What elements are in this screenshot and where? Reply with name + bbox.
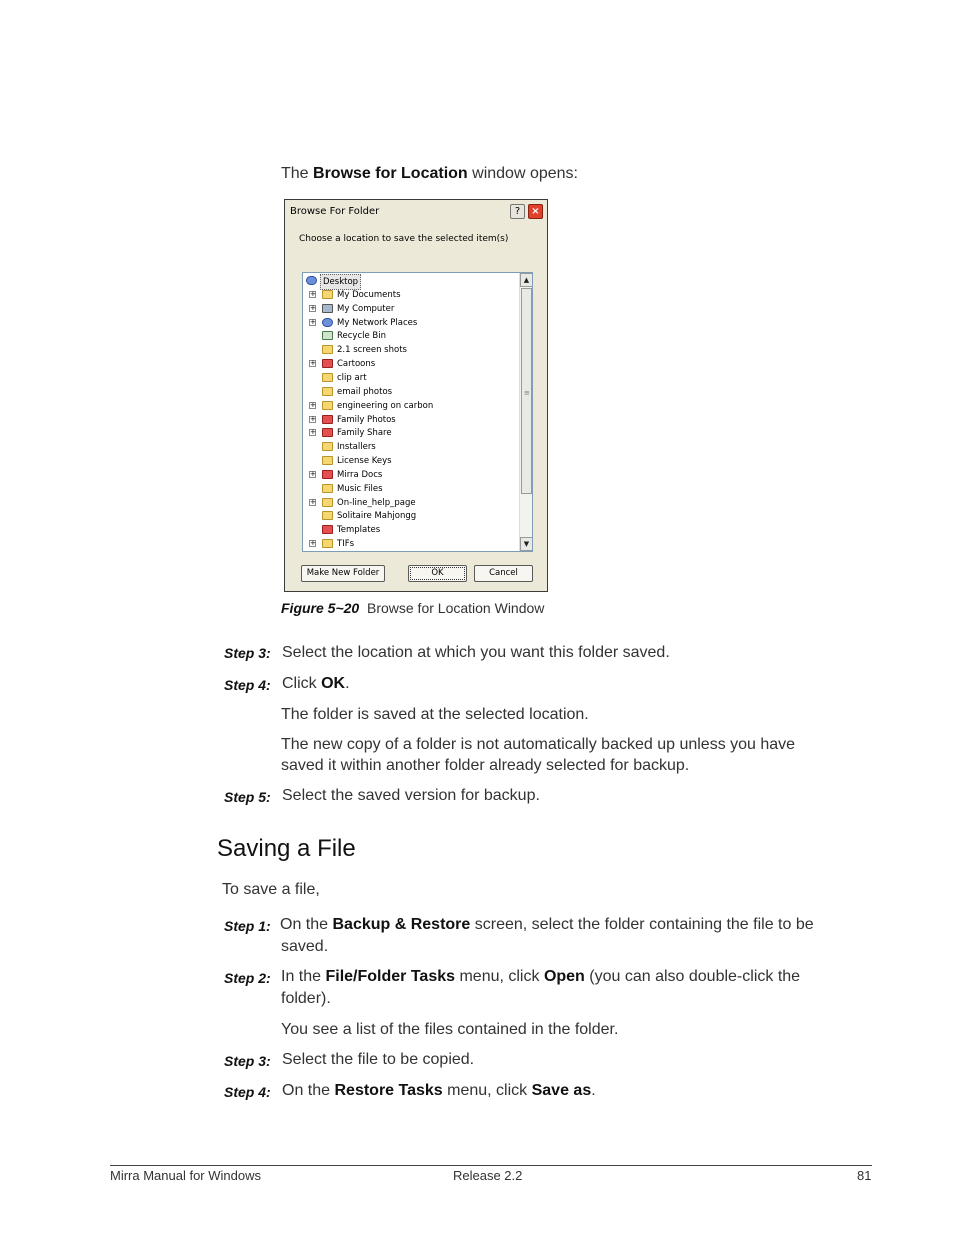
tree-item[interactable] — [303, 385, 517, 399]
figure-text: Browse for Location Window — [366, 600, 545, 616]
tree-item[interactable] — [303, 440, 517, 454]
step-pre: In the — [281, 968, 326, 985]
footer-left: Mirra Manual for Windows — [110, 1168, 261, 1183]
tree-item-label: On-line_help_page — [337, 497, 416, 508]
step-mid: menu, click — [455, 968, 544, 985]
tree-item-label: Family Share — [337, 428, 392, 439]
shared-folder-icon — [322, 359, 333, 368]
make-new-folder-button[interactable]: Make New Folder — [301, 565, 385, 582]
step-post: . — [345, 675, 350, 692]
step-pre: Click — [282, 675, 322, 692]
step-label: Step 3: — [224, 645, 271, 661]
shared-folder-icon — [322, 470, 333, 479]
shared-folder-icon — [322, 428, 333, 437]
tree-item-label: Solitaire Mahjongg — [337, 511, 417, 522]
step-bold: OK — [321, 675, 346, 692]
intro-post: window opens: — [467, 165, 578, 182]
scroll-thumb[interactable] — [521, 288, 532, 494]
folder-icon — [322, 484, 333, 493]
tree-item-label: email photos — [337, 386, 393, 397]
tree-item-label: My Network Places — [337, 317, 418, 328]
tree-item-label: Music Files — [337, 483, 383, 494]
expand-icon[interactable]: + — [310, 414, 316, 423]
expand-icon[interactable]: + — [310, 289, 316, 298]
step-label: Step 4: — [224, 677, 271, 693]
tree-item[interactable] — [303, 343, 517, 357]
tree-item-label: engineering on carbon — [337, 400, 434, 411]
computer-icon — [322, 304, 333, 313]
folder-icon — [322, 498, 333, 507]
cancel-button[interactable]: Cancel — [474, 565, 533, 582]
step-continuation: saved. — [281, 938, 329, 955]
folder-icon — [322, 345, 333, 354]
step-continuation: folder). — [281, 990, 331, 1007]
step-pre: On the — [280, 916, 333, 933]
expand-icon[interactable]: + — [310, 497, 316, 506]
step-post: . — [591, 1082, 596, 1099]
step-text — [282, 673, 350, 694]
tree-item[interactable] — [303, 288, 517, 302]
tree-item[interactable] — [303, 537, 517, 551]
figure-number: Figure 5~20 — [281, 600, 360, 616]
expand-icon[interactable]: + — [310, 359, 316, 368]
step-text: Select the file to be copied. — [282, 1051, 475, 1068]
tree-scrollbar[interactable] — [519, 273, 533, 551]
expand-icon[interactable]: + — [310, 539, 316, 548]
step-text — [280, 914, 814, 935]
dialog-prompt: Choose a location to save the selected item(s) — [299, 234, 509, 244]
folder-icon — [322, 442, 333, 451]
tree-item-label: Desktop — [320, 274, 361, 290]
tree-item[interactable] — [303, 274, 517, 288]
tree-item-label: 2.1 screen shots — [337, 345, 407, 356]
scroll-up-arrow-icon[interactable]: ▲ — [520, 273, 533, 287]
step-text — [281, 966, 800, 987]
step-post: screen, select the folder containing the file to be — [470, 916, 814, 933]
folder-icon — [322, 290, 333, 299]
folder-icon — [322, 456, 333, 465]
shared-folder-icon — [322, 525, 333, 534]
tree-item[interactable] — [303, 468, 517, 482]
tree-item-label: Templates — [337, 525, 381, 536]
paragraph: The folder is saved at the selected location. — [281, 706, 589, 723]
step-pre: On the — [282, 1082, 335, 1099]
tree-item-label: Installers — [337, 442, 376, 453]
expand-icon[interactable]: + — [310, 303, 316, 312]
tree-item-label: clip art — [337, 372, 367, 383]
tree-item-label: My Documents — [337, 289, 401, 300]
section-intro: To save a file, — [222, 881, 320, 898]
paragraph: saved it within another folder already selected for backup. — [281, 757, 690, 774]
help-button[interactable]: ? — [510, 204, 525, 219]
step-bold: Save as — [531, 1082, 592, 1099]
step-bold: File/Folder Tasks — [325, 968, 456, 985]
tree-item-label: TIFs — [337, 539, 355, 550]
folder-icon — [322, 511, 333, 520]
step-mid: menu, click — [442, 1082, 532, 1099]
scroll-grip-icon: ≡ — [524, 389, 530, 397]
step-label: Step 1: — [224, 918, 271, 934]
tree-item-label: License Keys — [337, 456, 392, 467]
step-label: Step 3: — [224, 1053, 271, 1069]
tree-item[interactable] — [303, 413, 517, 427]
shared-folder-icon — [322, 415, 333, 424]
step-label: Step 5: — [224, 789, 271, 805]
tree-item[interactable] — [303, 329, 517, 343]
tree-item[interactable] — [303, 523, 517, 537]
tree-item[interactable] — [303, 496, 517, 510]
section-heading: Saving a File — [217, 835, 356, 862]
expand-icon[interactable]: + — [310, 428, 316, 437]
browse-for-folder-dialog — [284, 199, 548, 592]
close-button[interactable]: × — [528, 204, 543, 219]
folder-tree[interactable] — [302, 272, 533, 552]
tree-item[interactable] — [303, 316, 517, 330]
tree-item[interactable] — [303, 357, 517, 371]
tree-item-label: Recycle Bin — [337, 331, 387, 342]
folder-icon — [322, 401, 333, 410]
desktop-icon — [306, 276, 317, 285]
step-bold: Backup & Restore — [332, 916, 471, 933]
step-label: Step 4: — [224, 1084, 271, 1100]
folder-icon — [322, 373, 333, 382]
step-post: (you can also double-click the — [584, 968, 801, 985]
intro-pre: The — [281, 165, 314, 182]
footer-center: Release 2.2 — [453, 1168, 523, 1183]
tree-item[interactable] — [303, 426, 517, 440]
tree-item-label: Cartoons — [337, 359, 376, 370]
footer-rule — [110, 1165, 872, 1166]
dialog-title: Browse For Folder — [290, 206, 380, 217]
dialog-title-bar — [285, 200, 547, 225]
intro-line — [281, 163, 578, 184]
ok-button[interactable]: OK — [408, 565, 467, 582]
tree-item-label: Mirra Docs — [337, 469, 383, 480]
folder-icon — [322, 539, 333, 548]
intro-bold: Browse for Location — [313, 165, 468, 182]
step-label: Step 2: — [224, 970, 271, 986]
tree-item[interactable] — [303, 371, 517, 385]
step-text: Select the saved version for backup. — [282, 787, 540, 804]
paragraph: You see a list of the files contained in the folder. — [281, 1021, 619, 1038]
figure-caption — [281, 600, 544, 616]
expand-icon[interactable]: + — [310, 317, 316, 326]
folder-icon — [322, 387, 333, 396]
step-bold: Open — [543, 968, 585, 985]
step-text: Select the location at which you want this folder saved. — [282, 644, 670, 661]
tree-item[interactable] — [303, 302, 517, 316]
tree-item[interactable] — [303, 454, 517, 468]
scroll-down-arrow-icon[interactable]: ▼ — [520, 537, 533, 551]
paragraph: The new copy of a folder is not automatically backed up unless you have — [281, 736, 796, 753]
network-icon — [322, 318, 333, 327]
tree-item-label: My Computer — [337, 303, 395, 314]
page-number: 81 — [857, 1168, 872, 1183]
expand-icon[interactable]: + — [310, 400, 316, 409]
expand-icon[interactable]: + — [310, 469, 316, 478]
recycle-bin-icon — [322, 331, 333, 340]
tree-item-label: Family Photos — [337, 414, 396, 425]
tree-item[interactable] — [303, 509, 517, 523]
step-bold: Restore Tasks — [334, 1082, 443, 1099]
tree-item[interactable] — [303, 399, 517, 413]
tree-item[interactable] — [303, 482, 517, 496]
step-text — [282, 1080, 596, 1101]
